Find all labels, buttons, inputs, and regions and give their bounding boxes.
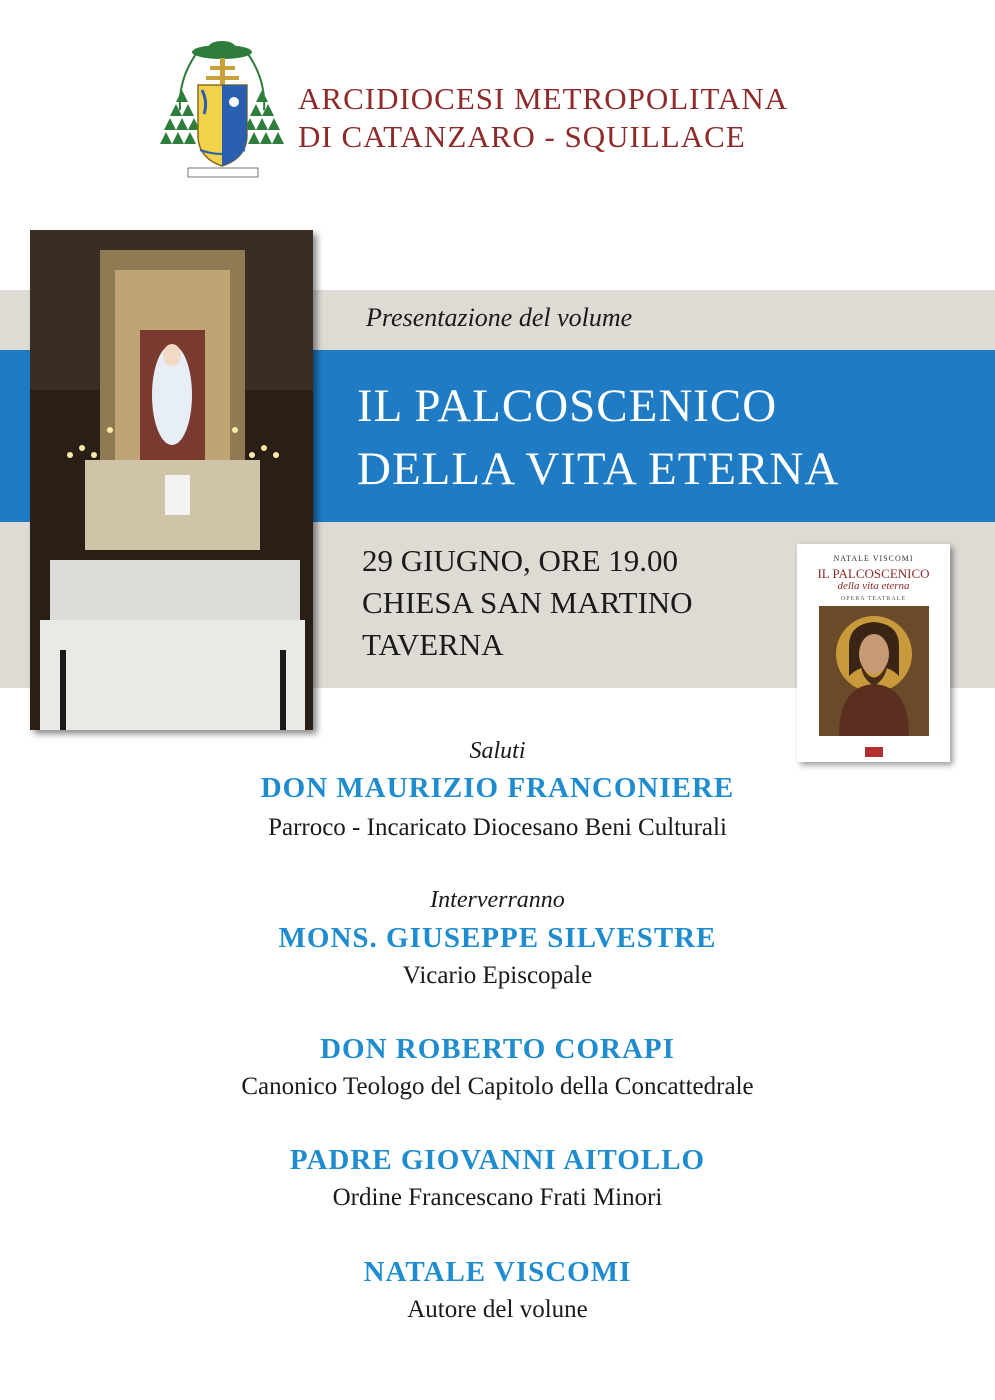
speaker-role: Ordine Francescano Frati Minori — [332, 1184, 663, 1211]
speakers-label: Interverranno — [430, 887, 565, 913]
book-cover-author: NATALE VISCOMI — [833, 554, 914, 563]
speaker-name: NATALE VISCOMI — [363, 1256, 632, 1288]
event-intro: Presentazione del volume — [366, 303, 633, 332]
book-cover-subtitle: OPERA TEATRALE — [840, 596, 907, 602]
book-cover-title: IL PALCOSCENICO — [817, 566, 930, 581]
book-title-line-1: IL PALCOSCENICO — [357, 380, 778, 432]
archdiocese-name — [298, 80, 788, 156]
book-title-line-2: DELLA VITA ETERNA — [357, 443, 840, 495]
book-title — [357, 375, 839, 501]
event-place: CHIESA SAN MARTINO — [362, 585, 693, 620]
saluti-role: Parroco - Incaricato Diocesano Beni Culturali — [268, 814, 727, 841]
archdiocese-line-1: ARCIDIOCESI METROPOLITANA — [298, 81, 789, 116]
speaker-name: PADRE GIOVANNI AITOLLO — [289, 1144, 706, 1176]
saluti-label: Saluti — [469, 738, 526, 764]
christ-icon-image — [819, 606, 929, 736]
speaker-name: MONS. GIUSEPPE SILVESTRE — [278, 922, 717, 954]
speaker-role: Canonico Teologo del Capitolo della Concattedrale — [241, 1073, 754, 1100]
altar-photo — [30, 230, 313, 730]
event-details — [362, 540, 693, 666]
speaker-role: Autore del volune — [407, 1296, 588, 1323]
event-date: 29 GIUGNO, ORE 19.00 — [362, 543, 679, 578]
speaker-name: DON ROBERTO CORAPI — [320, 1033, 675, 1065]
book-cover-title-italic: della vita eterna — [837, 580, 910, 592]
speaker-role: Vicario Episcopale — [402, 962, 593, 989]
event-town: TAVERNA — [362, 627, 504, 662]
saluti-name: DON MAURIZIO FRANCONIERE — [260, 772, 735, 804]
archdiocese-line-2: DI CATANZARO - SQUILLACE — [298, 119, 746, 154]
book-cover — [797, 544, 950, 762]
coat-of-arms — [160, 40, 285, 180]
